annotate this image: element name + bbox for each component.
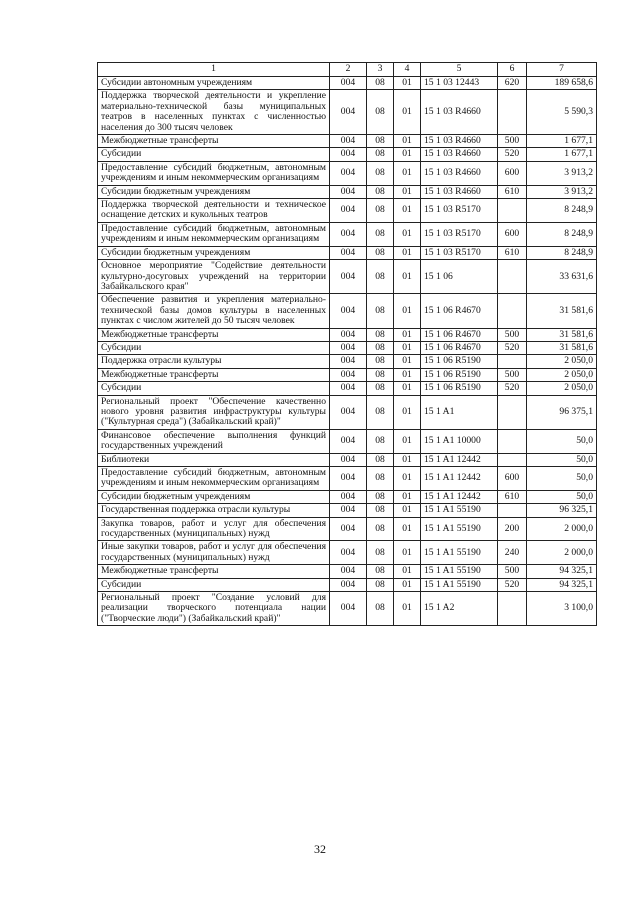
subsection-code: 01	[394, 395, 421, 429]
table-row	[98, 578, 597, 591]
expense-type-code: 520	[498, 341, 527, 354]
section-code: 08	[367, 504, 394, 517]
item-name: Поддержка творческой деятельности и техническое оснащение детских и кукольных театров	[98, 199, 330, 223]
amount: 33 631,6	[527, 260, 597, 294]
section-code: 08	[367, 429, 394, 453]
table-row	[98, 222, 597, 246]
target-article-code: 15 1 A1 55190	[421, 504, 498, 517]
header-cell: 3	[367, 63, 394, 77]
expense-type-code	[498, 90, 527, 135]
expense-type-code: 200	[498, 517, 527, 541]
section-code: 08	[367, 246, 394, 259]
subsection-code: 01	[394, 222, 421, 246]
item-name: Предоставление субсидий бюджетным, автономным учреждениям и иным некоммерческим организациям	[98, 222, 330, 246]
table-row	[98, 294, 597, 328]
amount: 8 248,9	[527, 246, 597, 259]
ministry-code: 004	[330, 161, 367, 185]
subsection-code: 01	[394, 355, 421, 368]
ministry-code: 004	[330, 260, 367, 294]
header-cell: 2	[330, 63, 367, 77]
item-name: Основное мероприятие "Содействие деятельности культурно-досуговых учреждений на территории Забайкальского края"	[98, 260, 330, 294]
ministry-code: 004	[330, 77, 367, 90]
target-article-code: 15 1 A1 12442	[421, 467, 498, 491]
target-article-code: 15 1 03 R5170	[421, 199, 498, 223]
subsection-code: 01	[394, 429, 421, 453]
target-article-code: 15 1 A1 55190	[421, 517, 498, 541]
ministry-code: 004	[330, 135, 367, 148]
subsection-code: 01	[394, 578, 421, 591]
table-row	[98, 490, 597, 503]
subsection-code: 01	[394, 592, 421, 626]
subsection-code: 01	[394, 246, 421, 259]
amount: 5 590,3	[527, 90, 597, 135]
expense-type-code	[498, 453, 527, 466]
ministry-code: 004	[330, 517, 367, 541]
table-row	[98, 135, 597, 148]
section-code: 08	[367, 578, 394, 591]
target-article-code: 15 1 06 R5190	[421, 368, 498, 381]
ministry-code: 004	[330, 148, 367, 161]
table-row	[98, 260, 597, 294]
target-article-code: 15 1 06 R4670	[421, 294, 498, 328]
expense-type-code: 600	[498, 467, 527, 491]
table-row	[98, 517, 597, 541]
subsection-code: 01	[394, 161, 421, 185]
target-article-code: 15 1 A1 10000	[421, 429, 498, 453]
section-code: 08	[367, 199, 394, 223]
section-code: 08	[367, 453, 394, 466]
amount: 2 050,0	[527, 355, 597, 368]
item-name: Государственная поддержка отрасли культуры	[98, 504, 330, 517]
section-code: 08	[367, 541, 394, 565]
target-article-code: 15 1 A1 12442	[421, 453, 498, 466]
subsection-code: 01	[394, 490, 421, 503]
item-name: Субсидии	[98, 341, 330, 354]
item-name: Межбюджетные трансферты	[98, 328, 330, 341]
expense-type-code: 610	[498, 490, 527, 503]
expense-type-code	[498, 355, 527, 368]
expense-type-code	[498, 395, 527, 429]
ministry-code: 004	[330, 453, 367, 466]
item-name: Межбюджетные трансферты	[98, 135, 330, 148]
expense-type-code: 620	[498, 77, 527, 90]
item-name: Субсидии	[98, 578, 330, 591]
table-body	[98, 63, 597, 626]
item-name: Межбюджетные трансферты	[98, 368, 330, 381]
amount: 94 325,1	[527, 565, 597, 578]
table-row	[98, 355, 597, 368]
subsection-code: 01	[394, 148, 421, 161]
section-code: 08	[367, 592, 394, 626]
subsection-code: 01	[394, 382, 421, 395]
subsection-code: 01	[394, 341, 421, 354]
section-code: 08	[367, 382, 394, 395]
amount: 31 581,6	[527, 328, 597, 341]
subsection-code: 01	[394, 135, 421, 148]
ministry-code: 004	[330, 294, 367, 328]
target-article-code: 15 1 06 R4670	[421, 328, 498, 341]
expense-type-code: 520	[498, 578, 527, 591]
amount: 2 000,0	[527, 517, 597, 541]
expense-type-code: 520	[498, 382, 527, 395]
item-name: Субсидии бюджетным учреждениям	[98, 185, 330, 198]
amount: 2 050,0	[527, 382, 597, 395]
header-cell: 1	[98, 63, 330, 77]
section-code: 08	[367, 368, 394, 381]
section-code: 08	[367, 565, 394, 578]
target-article-code: 15 1 03 R4660	[421, 148, 498, 161]
expense-type-code: 500	[498, 328, 527, 341]
amount: 3 913,2	[527, 161, 597, 185]
expense-type-code: 610	[498, 246, 527, 259]
table-row	[98, 161, 597, 185]
amount: 3 100,0	[527, 592, 597, 626]
ministry-code: 004	[330, 90, 367, 135]
expense-type-code	[498, 592, 527, 626]
ministry-code: 004	[330, 341, 367, 354]
table-row	[98, 199, 597, 223]
subsection-code: 01	[394, 453, 421, 466]
target-article-code: 15 1 06 R5190	[421, 355, 498, 368]
target-article-code: 15 1 03 R4660	[421, 185, 498, 198]
target-article-code: 15 1 06 R4670	[421, 341, 498, 354]
target-article-code: 15 1 03 R4660	[421, 90, 498, 135]
subsection-code: 01	[394, 90, 421, 135]
subsection-code: 01	[394, 565, 421, 578]
section-code: 08	[367, 222, 394, 246]
ministry-code: 004	[330, 541, 367, 565]
ministry-code: 004	[330, 199, 367, 223]
target-article-code: 15 1 A1	[421, 395, 498, 429]
item-name: Межбюджетные трансферты	[98, 565, 330, 578]
expense-type-code: 600	[498, 222, 527, 246]
amount: 31 581,6	[527, 294, 597, 328]
amount: 50,0	[527, 490, 597, 503]
expense-type-code	[498, 294, 527, 328]
section-code: 08	[367, 328, 394, 341]
expense-type-code: 240	[498, 541, 527, 565]
ministry-code: 004	[330, 504, 367, 517]
section-code: 08	[367, 467, 394, 491]
amount: 8 248,9	[527, 222, 597, 246]
amount: 2 000,0	[527, 541, 597, 565]
target-article-code: 15 1 06 R5190	[421, 382, 498, 395]
amount: 96 375,1	[527, 395, 597, 429]
expense-type-code: 600	[498, 161, 527, 185]
table-row	[98, 453, 597, 466]
expense-type-code	[498, 504, 527, 517]
table-row	[98, 467, 597, 491]
subsection-code: 01	[394, 185, 421, 198]
ministry-code: 004	[330, 565, 367, 578]
subsection-code: 01	[394, 541, 421, 565]
expense-type-code	[498, 260, 527, 294]
ministry-code: 004	[330, 246, 367, 259]
table-row	[98, 246, 597, 259]
table-row	[98, 185, 597, 198]
item-name: Предоставление субсидий бюджетным, автономным учреждениям и иным некоммерческим организациям	[98, 467, 330, 491]
section-code: 08	[367, 161, 394, 185]
item-name: Субсидии автономным учреждениям	[98, 77, 330, 90]
table-row	[98, 90, 597, 135]
expense-type-code	[498, 199, 527, 223]
table-row	[98, 541, 597, 565]
table-row	[98, 395, 597, 429]
ministry-code: 004	[330, 355, 367, 368]
item-name: Иные закупки товаров, работ и услуг для обеспечения государственных (муниципальных) нужд	[98, 541, 330, 565]
amount: 2 050,0	[527, 368, 597, 381]
section-code: 08	[367, 490, 394, 503]
table-row	[98, 429, 597, 453]
item-name: Субсидии бюджетным учреждениям	[98, 246, 330, 259]
target-article-code: 15 1 A1 55190	[421, 541, 498, 565]
subsection-code: 01	[394, 77, 421, 90]
expense-type-code: 500	[498, 565, 527, 578]
subsection-code: 01	[394, 260, 421, 294]
header-cell: 5	[421, 63, 498, 77]
amount: 96 325,1	[527, 504, 597, 517]
target-article-code: 15 1 03 12443	[421, 77, 498, 90]
amount: 50,0	[527, 453, 597, 466]
item-name: Региональный проект "Обеспечение качественно нового уровня развития инфраструктуры культуры ("Культурная среда") (Забайкальский край)"	[98, 395, 330, 429]
ministry-code: 004	[330, 368, 367, 381]
table-row	[98, 565, 597, 578]
page-number: 32	[314, 842, 326, 856]
expense-type-code: 520	[498, 148, 527, 161]
expense-type-code	[498, 429, 527, 453]
table-row	[98, 592, 597, 626]
target-article-code: 15 1 03 R4660	[421, 161, 498, 185]
target-article-code: 15 1 03 R5170	[421, 222, 498, 246]
item-name: Закупка товаров, работ и услуг для обеспечения государственных (муниципальных) нужд	[98, 517, 330, 541]
amount: 8 248,9	[527, 199, 597, 223]
target-article-code: 15 1 06	[421, 260, 498, 294]
item-name: Региональный проект "Создание условий для реализации творческого потенциала нации ("Творческие люди") (Забайкальский край)"	[98, 592, 330, 626]
section-code: 08	[367, 185, 394, 198]
table-row	[98, 504, 597, 517]
header-cell: 7	[527, 63, 597, 77]
target-article-code: 15 1 A1 12442	[421, 490, 498, 503]
item-name: Поддержка отрасли культуры	[98, 355, 330, 368]
amount: 50,0	[527, 429, 597, 453]
subsection-code: 01	[394, 517, 421, 541]
amount: 31 581,6	[527, 341, 597, 354]
expense-type-code: 610	[498, 185, 527, 198]
subsection-code: 01	[394, 294, 421, 328]
item-name: Субсидии	[98, 148, 330, 161]
expense-type-code: 500	[498, 135, 527, 148]
subsection-code: 01	[394, 504, 421, 517]
amount: 50,0	[527, 467, 597, 491]
section-code: 08	[367, 355, 394, 368]
section-code: 08	[367, 77, 394, 90]
section-code: 08	[367, 90, 394, 135]
subsection-code: 01	[394, 328, 421, 341]
item-name: Финансовое обеспечение выполнения функций государственных учреждений	[98, 429, 330, 453]
amount: 3 913,2	[527, 185, 597, 198]
header-cell: 4	[394, 63, 421, 77]
item-name: Субсидии	[98, 382, 330, 395]
target-article-code: 15 1 A1 55190	[421, 578, 498, 591]
subsection-code: 01	[394, 368, 421, 381]
header-cell: 6	[498, 63, 527, 77]
ministry-code: 004	[330, 578, 367, 591]
target-article-code: 15 1 A2	[421, 592, 498, 626]
table-row	[98, 328, 597, 341]
ministry-code: 004	[330, 429, 367, 453]
table-header-row	[98, 63, 597, 77]
section-code: 08	[367, 517, 394, 541]
table-row	[98, 77, 597, 90]
amount: 1 677,1	[527, 148, 597, 161]
table-row	[98, 341, 597, 354]
table-row	[98, 382, 597, 395]
ministry-code: 004	[330, 328, 367, 341]
section-code: 08	[367, 294, 394, 328]
ministry-code: 004	[330, 490, 367, 503]
ministry-code: 004	[330, 185, 367, 198]
amount: 94 325,1	[527, 578, 597, 591]
table-row	[98, 368, 597, 381]
ministry-code: 004	[330, 395, 367, 429]
item-name: Библиотеки	[98, 453, 330, 466]
section-code: 08	[367, 135, 394, 148]
section-code: 08	[367, 341, 394, 354]
section-code: 08	[367, 148, 394, 161]
budget-table	[97, 62, 597, 626]
section-code: 08	[367, 395, 394, 429]
ministry-code: 004	[330, 467, 367, 491]
section-code: 08	[367, 260, 394, 294]
item-name: Обеспечение развития и укрепления материально-технической базы домов культуры в населенных пунктах с числом жителей до 50 тысяч человек	[98, 294, 330, 328]
amount: 1 677,1	[527, 135, 597, 148]
target-article-code: 15 1 03 R5170	[421, 246, 498, 259]
ministry-code: 004	[330, 382, 367, 395]
target-article-code: 15 1 03 R4660	[421, 135, 498, 148]
item-name: Субсидии бюджетным учреждениям	[98, 490, 330, 503]
expense-type-code: 500	[498, 368, 527, 381]
target-article-code: 15 1 A1 55190	[421, 565, 498, 578]
ministry-code: 004	[330, 592, 367, 626]
item-name: Предоставление субсидий бюджетным, автономным учреждениям и иным некоммерческим организациям	[98, 161, 330, 185]
subsection-code: 01	[394, 199, 421, 223]
ministry-code: 004	[330, 222, 367, 246]
subsection-code: 01	[394, 467, 421, 491]
item-name: Поддержка творческой деятельности и укрепление материально-технической базы муниципальных театров в населенных пунктах с численностью населения до 300 тысяч человек	[98, 90, 330, 135]
table-row	[98, 148, 597, 161]
amount: 189 658,6	[527, 77, 597, 90]
